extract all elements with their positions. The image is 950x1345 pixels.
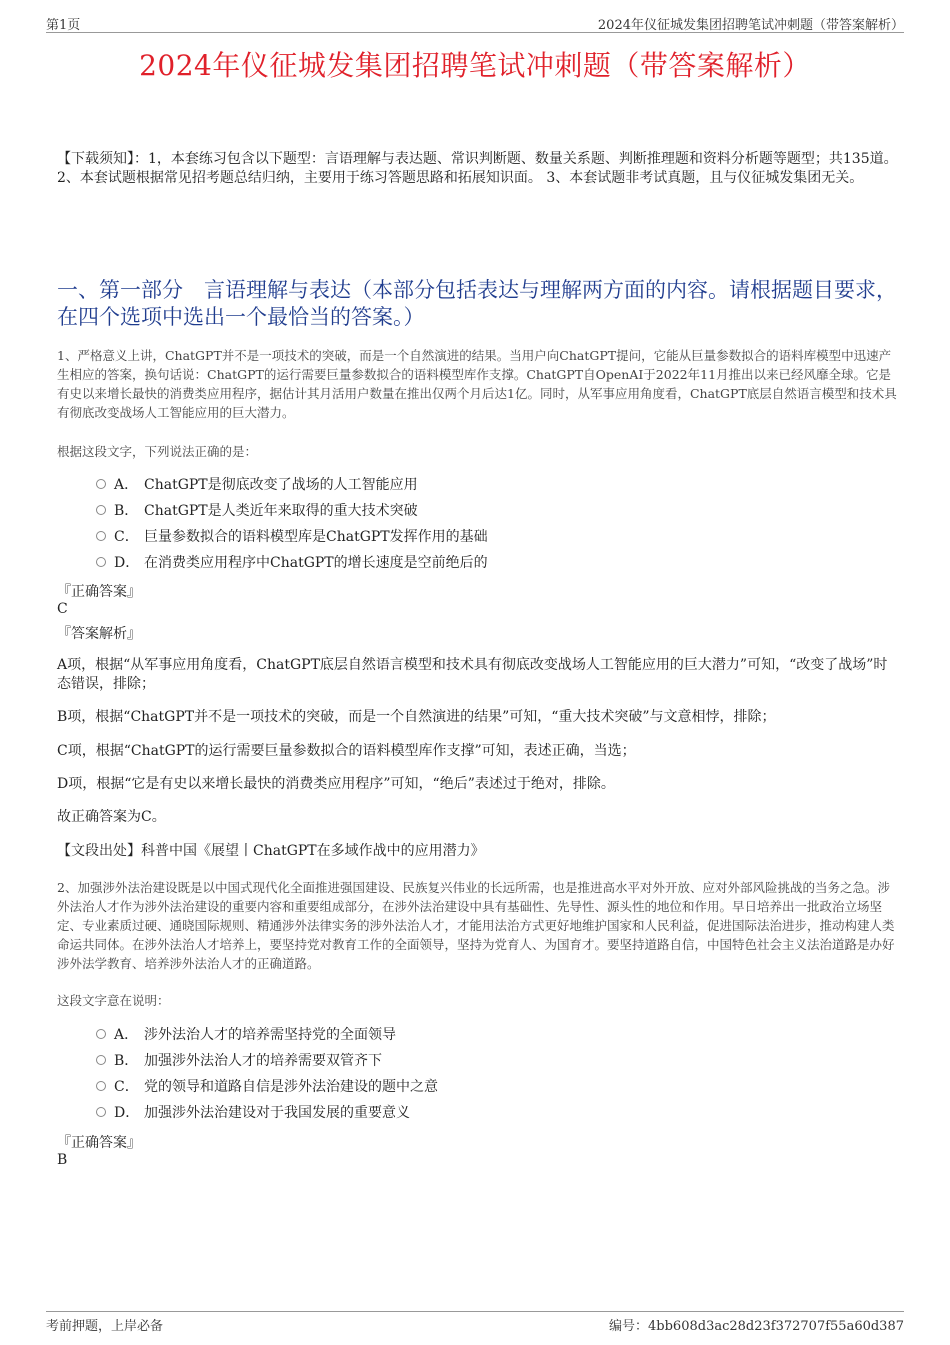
q1-option-d[interactable]: D． 在消费类应用程序中ChatGPT的增长速度是空前绝后的 <box>96 553 488 573</box>
q1-passage: 1、严格意义上讲，ChatGPT并不是一项技术的突破，而是一个自然演进的结果。当用户向ChatGPT提问，它能从巨量参数拟合的语料库模型中迅速产生相应的答案，换句话说：ChatGPT的运行需要巨量参数拟合的语料模型库作支撑。ChatGPT自OpenAI于2022年11月推出以来已经风靡全球。它是有史以来增长最快的消费类应用程序，据估计其月活用户数量在推出仅两个月后达1亿。同时，从军事应用角度看，ChatGPT底层自然语言模型和技术具有彻底改变战场人工智能应用的巨大潜力。 <box>57 348 897 420</box>
radio-icon[interactable] <box>96 531 106 541</box>
page-header <box>46 14 904 33</box>
document-title: 2024年仪征城发集团招聘笔试冲刺题（带答案解析） <box>139 49 811 82</box>
q2-option-c[interactable]: C． 党的领导和道路自信是涉外法治建设的题中之意 <box>96 1077 438 1097</box>
radio-icon[interactable] <box>96 1081 106 1091</box>
radio-icon[interactable] <box>96 1055 106 1065</box>
q2-option-a[interactable]: A． 涉外法治人才的培养需坚持党的全面领导 <box>96 1025 396 1045</box>
q1-analysis-d: D项，根据“它是有史以来增长最快的消费类应用程序”可知，“绝后”表述过于绝对，排除。 <box>57 776 615 792</box>
q1-option-c[interactable]: C． 巨量参数拟合的语料模型库是ChatGPT发挥作用的基础 <box>96 527 488 547</box>
q1-analysis-b: B项，根据“ChatGPT并不是一项技术的突破，而是一个自然演进的结果”可知，“重大技术突破”与文意相悖，排除； <box>57 709 776 725</box>
radio-icon[interactable] <box>96 1107 106 1117</box>
radio-icon[interactable] <box>96 1029 106 1039</box>
footer-slogan: 考前押题，上岸必备 <box>46 1319 164 1334</box>
q1-option-b[interactable]: B． ChatGPT是人类近年来取得的重大技术突破 <box>96 501 418 521</box>
page-footer <box>46 1311 904 1336</box>
section-title: 一、第一部分 言语理解与表达（本部分包括表达与理解两方面的内容。请根据题目要求，在四个选项中选出一个最恰当的答案。） <box>57 278 897 329</box>
q1-answer-label: 『正确答案』 <box>57 584 141 600</box>
q1-question: 根据这段文字，下列说法正确的是： <box>57 444 258 459</box>
q1-analysis-label: 『答案解析』 <box>57 626 141 642</box>
q1-analysis-a: A项，根据“从军事应用角度看，ChatGPT底层自然语言模型和技术具有彻底改变战场人工智能应用的巨大潜力”可知，“改变了战场”时态错误，排除； <box>57 657 888 692</box>
q2-answer-label: 『正确答案』 <box>57 1135 141 1151</box>
page-number: 第1页 <box>46 18 81 33</box>
q1-source: 【文段出处】科普中国《展望丨ChatGPT在多域作战中的应用潜力》 <box>57 843 485 859</box>
q1-option-a[interactable]: A． ChatGPT是彻底改变了战场的人工智能应用 <box>96 475 418 495</box>
q1-analysis-c: C项，根据“ChatGPT的运行需要巨量参数拟合的语料模型库作支撑”可知，表述正确，当选； <box>57 743 636 759</box>
radio-icon[interactable] <box>96 557 106 567</box>
footer-doc-id: 编号：4bb608d3ac28d23f372707f55a60d387 <box>609 1319 904 1334</box>
download-notice: 【下载须知】：1，本套练习包含以下题型：言语理解与表达题、常识判断题、数量关系题、判断推理题和资料分析题等题型；共135道。 2、本套试题根据常见招考题总结归纳，主要用于练习答题思路和拓展知识面。 3、本套试题非考试真题，且与仪征城发集团无关。 <box>57 151 898 186</box>
radio-icon[interactable] <box>96 505 106 515</box>
q2-option-b[interactable]: B． 加强涉外法治人才的培养需要双管齐下 <box>96 1051 382 1071</box>
q1-analysis-conclusion: 故正确答案为C。 <box>57 809 166 825</box>
radio-icon[interactable] <box>96 479 106 489</box>
q2-option-d[interactable]: D． 加强涉外法治建设对于我国发展的重要意义 <box>96 1103 410 1123</box>
q2-answer: B <box>57 1152 68 1168</box>
header-doc-title: 2024年仪征城发集团招聘笔试冲刺题（带答案解析） <box>597 18 904 33</box>
q2-passage: 2、加强涉外法治建设既是以中国式现代化全面推进强国建设、民族复兴伟业的长远所需，也是推进高水平对外开放、应对外部风险挑战的当务之急。涉外法治人才作为涉外法治建设的重要内容和重要组成部分，在涉外法治建设中具有基础性、先导性、源头性的地位和作用。早日培养出一批政治立场坚定、专业素质过硬、通晓国际规则、精通涉外法律实务的涉外法治人才，才能用法治方式更好地维护国家和人民利益，促进国际法治进步，推动构建人类命运共同体。在涉外法治人才培养上，要坚持党对教育工作的全面领导，坚持为党育人、为国育才。要坚持道路自信，中国特色社会主义法治道路是办好涉外法学教育、培养涉外法治人才的正确道路。 <box>57 880 895 971</box>
q1-answer: C <box>57 601 68 617</box>
q2-question: 这段文字意在说明： <box>57 993 170 1008</box>
